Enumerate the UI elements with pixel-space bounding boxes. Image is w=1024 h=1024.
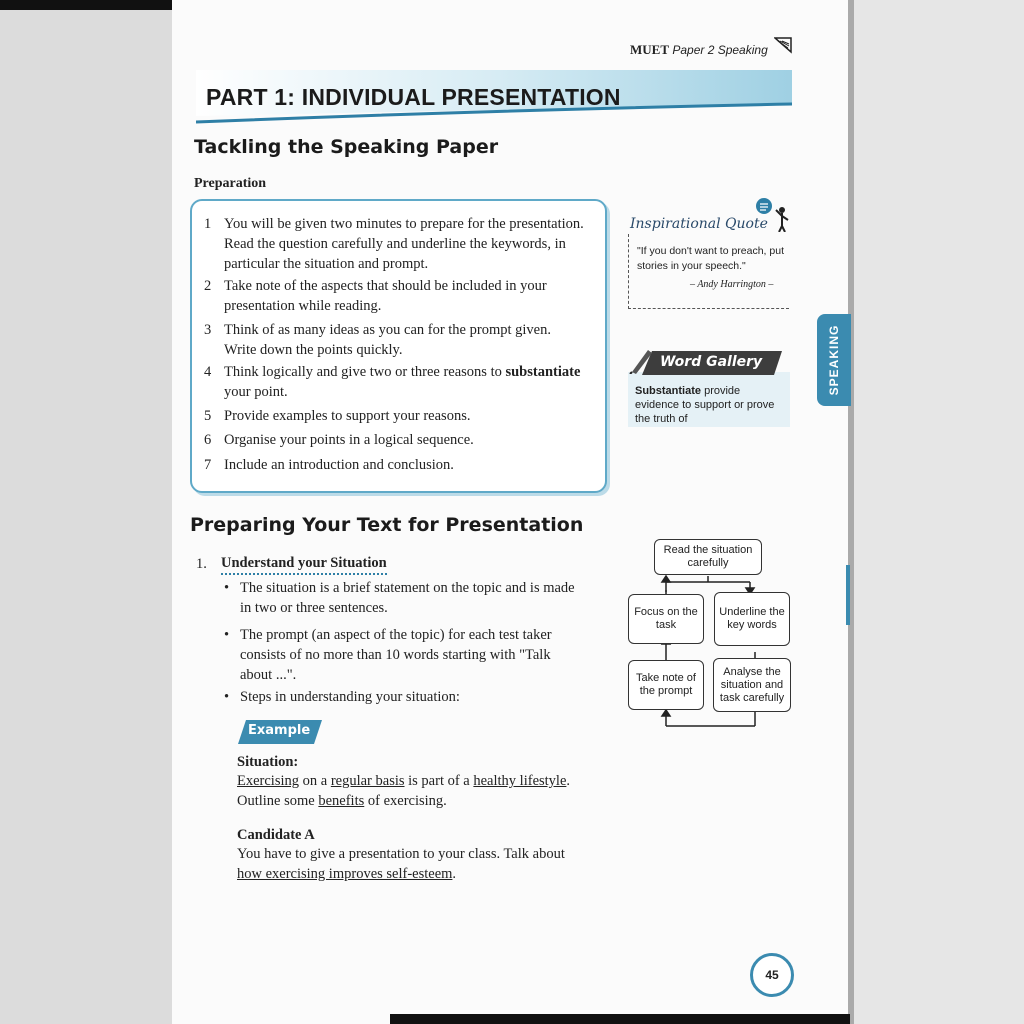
- step-number: 5: [204, 408, 212, 424]
- quote-title: Inspirational Quote: [630, 216, 768, 232]
- text-run: of exercising.: [364, 793, 447, 809]
- definition-line: evidence to support or prove: [635, 399, 775, 411]
- bullet-line: consists of no more than 10 words starting with "Talk: [240, 647, 551, 663]
- header-muet: MUET: [630, 42, 669, 57]
- section-tab-label: [817, 314, 851, 406]
- speaking-section-icon: [774, 36, 792, 54]
- bullet-line: in two or three sentences.: [240, 600, 388, 616]
- step-line: Think logically and give two or three reasons to: [224, 364, 506, 380]
- speaker-icon: [752, 196, 792, 232]
- bullet-dot: •: [224, 627, 230, 643]
- step-number: 1: [204, 216, 212, 232]
- text-run: .: [566, 773, 571, 789]
- bullet-line: Steps in understanding your situation:: [240, 689, 460, 705]
- step-number: 2: [204, 278, 212, 294]
- bullet-dot: •: [224, 689, 230, 705]
- keyword: how exercising improves self-esteem: [237, 866, 453, 882]
- bullet-line: The situation is a brief statement on the topic and is made: [240, 580, 575, 596]
- step-line: Organise your points in a logical sequence.: [224, 432, 474, 448]
- section-tab-text: SPEAKING: [827, 324, 841, 396]
- candidate-line: You have to give a presentation to your class. Talk about: [237, 846, 565, 862]
- part-title: PART 1: INDIVIDUAL PRESENTATION: [206, 84, 621, 110]
- candidate-label: Candidate A: [237, 827, 315, 843]
- word-gallery-definition: [635, 384, 785, 426]
- quote-text: [637, 244, 797, 274]
- text-run: on a: [299, 773, 331, 789]
- section-title-preparing: Preparing Your Text for Presentation: [190, 514, 584, 536]
- flow-underline-keywords: Underline the key words: [714, 592, 790, 646]
- situation-text: [237, 771, 607, 811]
- step-number: 4: [204, 364, 212, 380]
- keyword: Exercising: [237, 773, 300, 789]
- page-edge-marker: [846, 565, 850, 625]
- flow-focus-task: Focus on the task: [628, 594, 704, 644]
- example-label: Example: [248, 723, 311, 738]
- step-line: You will be given two minutes to prepare for the presentation.: [224, 216, 584, 232]
- situation-label: Situation:: [237, 754, 299, 770]
- step-line: Take note of the aspects that should be included in your: [224, 278, 547, 294]
- quote-line: stories in your speech.": [637, 260, 746, 272]
- step-line: presentation while reading.: [224, 298, 382, 314]
- step-line: your point.: [224, 384, 288, 400]
- quote-line: "If you don't want to preach, put: [637, 245, 784, 257]
- step-line: Provide examples to support your reasons.: [224, 408, 471, 424]
- bullet-line: The prompt (an aspect of the topic) for each test taker: [240, 627, 552, 643]
- keyword: benefits: [318, 793, 365, 809]
- word-gallery-term: Substantiate: [635, 385, 702, 397]
- pen-icon: [628, 346, 654, 374]
- step-line: Include an introduction and conclusion.: [224, 457, 454, 473]
- text-run: .: [452, 866, 457, 882]
- text-run: Outline some: [237, 793, 319, 809]
- candidate-text: [237, 844, 607, 884]
- definition-line: the truth of: [635, 413, 688, 425]
- flow-analyse: Analyse the situation and task carefully: [713, 658, 791, 712]
- header-paper: Paper 2 Speaking: [672, 43, 768, 57]
- bullet-line: about ...".: [240, 667, 297, 683]
- page-number: 45: [765, 968, 779, 982]
- preparation-label: Preparation: [194, 176, 267, 191]
- word-gallery-title: Word Gallery: [660, 354, 763, 370]
- text-run: is part of a: [404, 773, 474, 789]
- keyword-substantiate: substantiate: [505, 364, 581, 380]
- item-number: 1.: [196, 556, 207, 572]
- item-title: Understand your Situation: [221, 553, 387, 575]
- step-line: Read the question carefully and underline the keywords, in: [224, 236, 566, 252]
- quote-author: – Andy Harrington –: [690, 279, 774, 290]
- step-number: 6: [204, 432, 212, 448]
- section-title-tackling: Tackling the Speaking Paper: [194, 136, 499, 158]
- step-line: particular the situation and prompt.: [224, 256, 429, 272]
- keyword: regular basis: [330, 773, 405, 789]
- step-line: Write down the points quickly.: [224, 342, 403, 358]
- flow-take-note: Take note of the prompt: [628, 660, 704, 710]
- bullet-dot: •: [224, 580, 230, 596]
- running-header: [630, 42, 768, 58]
- step-number: 3: [204, 322, 212, 338]
- scan-background: [854, 0, 1024, 1024]
- keyword: healthy lifestyle: [473, 773, 567, 789]
- definition-line: provide: [701, 385, 741, 397]
- scan-bottom-edge: [390, 1014, 850, 1024]
- flow-read-situation: Read the situation carefully: [654, 539, 762, 575]
- step-number: 7: [204, 457, 212, 473]
- step-line: Think of as many ideas as you can for the prompt given.: [224, 322, 551, 338]
